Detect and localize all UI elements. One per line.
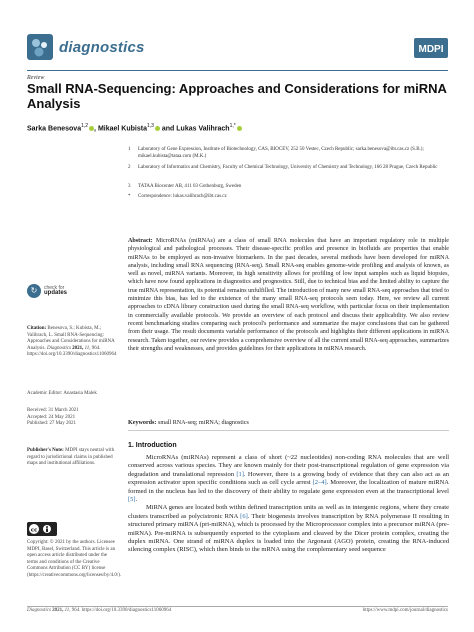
- publisher-note-text: MDPI stays neutral with regard to jurisdictional claims in published maps and institutional affiliations.: [27, 448, 115, 467]
- abstract-divider: [128, 430, 449, 431]
- license-text: Copyright: © 2021 by the authors. Licensee MDPI, Basel, Switzerland. This article is an open access article distributed under the terms and conditions of the Creative Commons Attribution (CC BY) license (https://creativecommons.org/licenses/by/4.0/).: [27, 540, 122, 578]
- affiliation-number: 2: [128, 165, 131, 170]
- footer-divider: [27, 606, 448, 607]
- check-for-updates-button[interactable]: [27, 284, 67, 298]
- footer-citation: [27, 608, 171, 613]
- header-divider: [27, 70, 448, 71]
- journal-name: diagnostics: [59, 38, 145, 56]
- abstract-label: Abstract:: [128, 238, 153, 244]
- author-affil: 1,2: [81, 123, 89, 129]
- citation-volume: 11,: [84, 345, 91, 351]
- academic-editor: Academic Editor: Anastasia Malek: [27, 391, 97, 396]
- section-heading: 1. Introduction: [128, 442, 177, 449]
- accepted-date: Accepted: 24 May 2021: [27, 414, 76, 420]
- page-footer: [27, 608, 448, 613]
- citation-label: Citation:: [27, 326, 47, 331]
- citation-block: [27, 326, 119, 359]
- paragraph: MiRNA genes are located both within defined transcription units as well as in intergenic regions, where they create clusters transcribed as polycistronic RNA [6]. Their biogenesis involves transcription by RNA polymerase II resulting in structured primary miRNA (pri-miRNA), which is processed by the Microprocessor complex into a precursor miRNA (pre-miRNA). Pre-miRNA is subsequently exported to the cytoplasm and cleaved by the Dicer protein complex, creating the duplex miRNA. One strand of miRNA duplex is loaded into the Argonaut (AGO) protein, creating the RNA-induced silencing complex (RISC), which then binds to the mRNA using the complementary seed sequence: [128, 504, 449, 554]
- publisher-note: [27, 448, 119, 468]
- publisher-note-label: Publisher's Note:: [27, 448, 64, 453]
- abstract: [128, 237, 449, 353]
- publisher-name: MDPI: [418, 44, 444, 55]
- footer-journal: Diagnostics: [27, 608, 51, 613]
- keywords-label: Keywords:: [128, 420, 157, 426]
- check-updates-line1: check for: [44, 284, 65, 291]
- keywords: [128, 420, 449, 426]
- orcid-icon[interactable]: [237, 126, 242, 131]
- author-separator: ,: [94, 125, 96, 133]
- article-type: Review: [27, 75, 45, 81]
- dates-block: [27, 408, 119, 428]
- author-name: Mikael Kubista: [97, 125, 147, 133]
- abstract-text: MicroRNAs (miRNAs) are a class of small RNA molecules that have an important regulatory role in multiple physiological and pathological processes. Their disease-specific profiles and presence in biofluids are properties that enable miRNAs to be employed as non-invasive biomarkers. In the past decades, several methods have been developed for miRNA analysis, including small RNA sequencing (RNA-seq). Small RNA-seq enables genome-wide profiling and analysis of known, as well as novel, miRNA variants. Moreover, its high sensitivity allows for profiling of low input samples such as liquid biopsies, which have now found applications in diagnostics and prognostics. Still, due to technical bias and the limited ability to capture the true miRNA representation, its potential remains unfulfilled. The introduction of many new small RNA-seq approaches that tried to minimize this bias, has led to the existence of the many small RNA-seq protocols seen today. Here, we review all current approaches to cDNA library construction used during the small RNA-seq workflow, with particular focus on their implementation in commercially available protocols. We provide an overview of each protocol and discuss their applicability. We also review recent benchmarking studies comparing each protocol's performance and summarize the major conclusions that can be gathered from their usage. The result documents variable performance of the protocols and highlights their different applications in miRNA research. Taken together, our review provides a comprehensive overview of all the current small RNA-seq approaches, summarizes their strengths and weaknesses, and provides guidelines for their applications in miRNA research.: [128, 238, 449, 352]
- affiliation: [128, 147, 448, 160]
- affiliation: [128, 184, 448, 191]
- reference-link[interactable]: [5]: [128, 496, 136, 504]
- correspondence-text[interactable]: Correspondence: lukas.valihrach@ibt.cas.cz: [138, 194, 227, 199]
- published-date: Published: 27 May 2021: [27, 421, 77, 427]
- footer-doi[interactable]: 964. https://doi.org/10.3390/diagnostics11060964: [71, 608, 172, 613]
- mdpi-logo[interactable]: [414, 38, 448, 58]
- citation-text: Benesova, S.; Kubista, M.; Valihrach, L. Small RNA-Sequencing: Approaches and Considerations for miRNA Analysis.: [27, 326, 115, 351]
- reference-link[interactable]: [2–4]: [312, 479, 327, 487]
- received-date: Received: 31 March 2021: [27, 408, 79, 413]
- affiliation-text: TATAA Biocenter AB, 411 03 Gothenburg, Sweden: [138, 184, 242, 189]
- affiliation-text: Laboratory of Informatics and Chemistry, Faculty of Chemical Technology, University of Chemistry and Technology, 166 28 Prague, Czech Republic: [138, 165, 438, 170]
- introduction-body: [128, 454, 449, 555]
- footer-volume: 11,: [64, 608, 71, 613]
- citation-journal: Diagnostics: [47, 345, 71, 351]
- reference-link[interactable]: [6]: [240, 512, 248, 520]
- correspondence: [128, 194, 448, 201]
- keywords-text: small RNA-seq; miRNA; diagnostics: [157, 420, 249, 426]
- affiliation-number: 3: [128, 184, 131, 189]
- refresh-icon: ↻: [27, 284, 41, 298]
- author-separator: and: [161, 125, 175, 133]
- affiliation-text: Laboratory of Gene Expression, Institute of Biotechnology, CAS, BIOCEV, 252 50 Vestec, Czech Republic; sarka.benesova@ibt.cas.cz (S.B.); mikael.kubista@tataa.com (M.K.): [138, 147, 424, 159]
- affiliation-number: 1: [128, 147, 131, 152]
- orcid-icon[interactable]: [155, 126, 160, 131]
- paper-title: Small RNA-Sequencing: Approaches and Considerations for miRNA Analysis: [27, 81, 447, 111]
- author-name: Sarka Benesova: [27, 125, 82, 133]
- check-updates-line2: updates: [44, 290, 68, 296]
- cc-by-license-badge[interactable]: [27, 522, 57, 536]
- reference-link[interactable]: [1]: [236, 470, 244, 478]
- journal-logo[interactable]: [27, 34, 145, 60]
- affiliation-number: *: [128, 194, 131, 199]
- author-affil: 1,*: [229, 123, 236, 129]
- affiliation: [128, 165, 448, 172]
- svg-text:cc: cc: [30, 527, 38, 534]
- footer-year: 2021,: [52, 608, 64, 613]
- citation-year: 2021,: [72, 345, 84, 351]
- footer-journal-url[interactable]: https://www.mdpi.com/journal/diagnostics: [362, 608, 448, 613]
- journal-logo-icon: [27, 34, 53, 60]
- check-for-updates-label: [44, 286, 67, 297]
- paragraph: MicroRNAs (miRNAs) represent a class of short (~22 nucleotides) non-coding RNA molecules that are well conserved across various species. They are known mainly for their post-transcriptional regulation of gene expression via degradation and translational repression [1]. However, there is a growing body of evidence that they can also act as an expression activator upon specific conditions such as cell cycle arrest [2–4]. Moreover, the localization of mature miRNA formed in the nucleus has led to the discovery of their ability to regulate gene expression even at the transcriptional level [5].: [128, 454, 449, 504]
- author-list: [27, 123, 242, 132]
- citation-doi[interactable]: 964. https://doi.org/10.3390/diagnostics11060964: [27, 345, 117, 358]
- author-name: Lukas Valihrach: [176, 125, 230, 133]
- author-affil: 1,3: [146, 123, 154, 129]
